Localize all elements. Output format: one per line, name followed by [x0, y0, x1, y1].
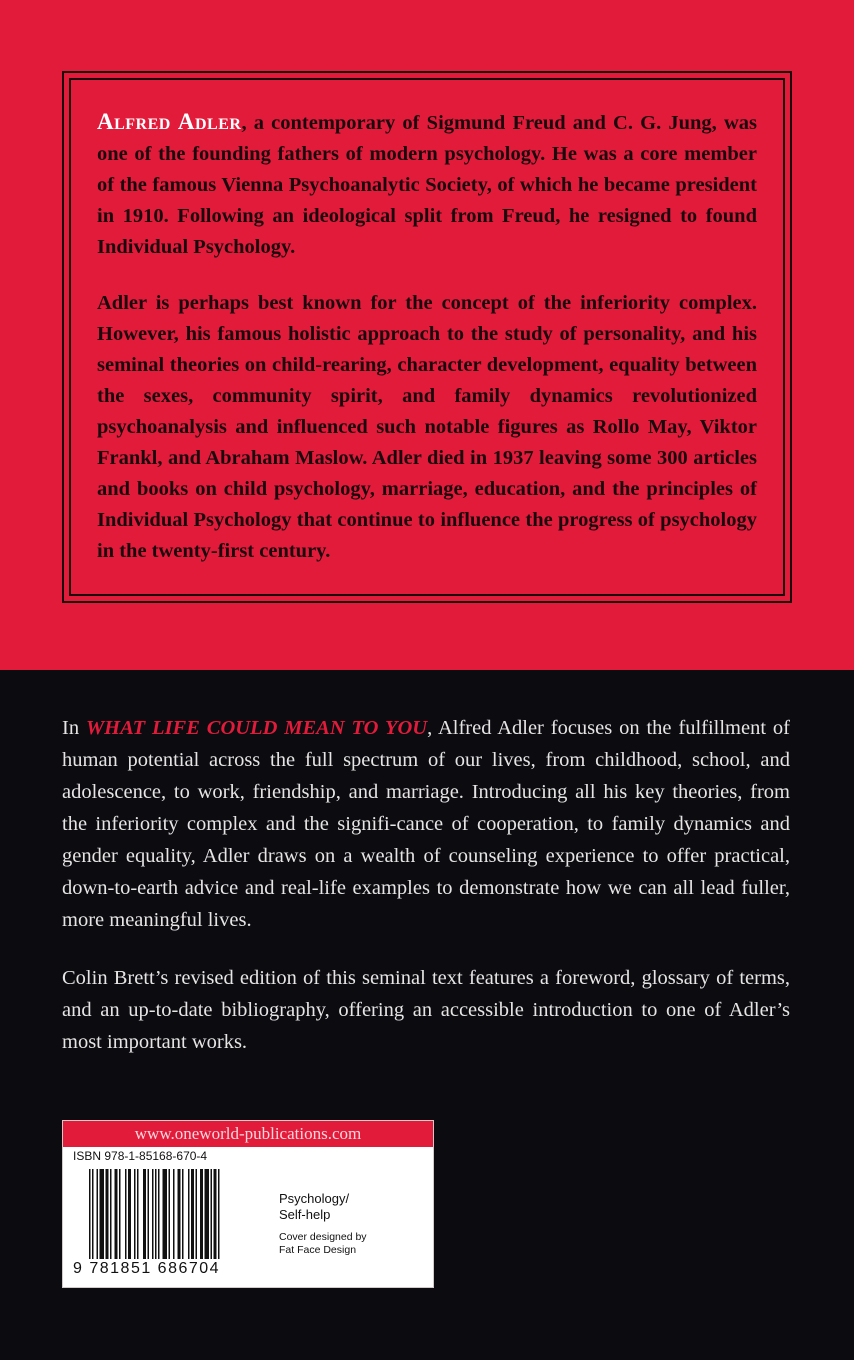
blurb-paragraph-1-text: , Alfred Adler focuses on the fulfillment of human potential across the full spectrum of our lives, from childhood, school, and adolescence, to work, friendship, and marriage. Introducing all his key theories, from the inferiority complex and the signifi-cance of cooperation, to family dynamics and gender equality, Adler draws on a wealth of counseling experience to offer practical, down-to-earth advice and real-life examples to demonstrate how we can all lead fuller, more meaningful lives.	[62, 717, 790, 931]
blurb-intro: In	[62, 717, 86, 739]
bio-paragraph-2: Adler is perhaps best known for the concept of the inferiority complex. However, his famous holistic approach to the study of personality, and his seminal theories on child-rearing, character development, equality between the sexes, community spirit, and family dynamics revolutionized psychoanalysis and influenced such notable figures as Rollo May, Viktor Frankl, and Abraham Maslow. Adler died in 1937 leaving some 300 articles and books on child psychology, marriage, education, and the principles of Individual Psychology that continue to influence the progress of psychology in the twenty-first century.	[97, 292, 757, 562]
isbn-text: ISBN 978-1-85168-670-4	[73, 1149, 208, 1163]
bio-paragraph-1-text: , a contemporary of Sigmund Freud and C. G. Jung, was one of the founding fathers of modern psychology. He was a core member of the famous Vienna Psychoanalytic Society, of which he became president in 1910. Following an ideological split from Freud, he resigned to found Individual Psychology.	[97, 112, 757, 258]
barcode-digits: 9 781851 686704	[73, 1260, 221, 1277]
barcode-box	[62, 1120, 434, 1288]
blurb-paragraph-2: Colin Brett’s revised edition of this seminal text features a foreword, glossary of terms, and an up-to-date bibliography, offering an accessible introduction to one of Adler’s most important works.	[62, 967, 790, 1053]
publisher-url: www.oneworld-publications.com	[63, 1121, 433, 1147]
design-line-1: Cover designed by	[279, 1231, 367, 1243]
category-line-1: Psychology/	[279, 1191, 350, 1206]
author-bio	[97, 106, 757, 592]
design-line-2: Fat Face Design	[279, 1244, 357, 1256]
barcode-icon	[89, 1169, 269, 1259]
category-line-2: Self-help	[279, 1207, 331, 1222]
cover-design-credit	[279, 1231, 367, 1257]
book-blurb	[62, 712, 790, 1084]
book-title: WHAT LIFE COULD MEAN TO YOU	[85, 717, 428, 739]
blurb-paragraph-1	[62, 712, 790, 936]
author-name: Alfred Adler	[97, 109, 242, 134]
category-label	[279, 1191, 349, 1223]
bio-paragraph-1	[97, 106, 757, 263]
